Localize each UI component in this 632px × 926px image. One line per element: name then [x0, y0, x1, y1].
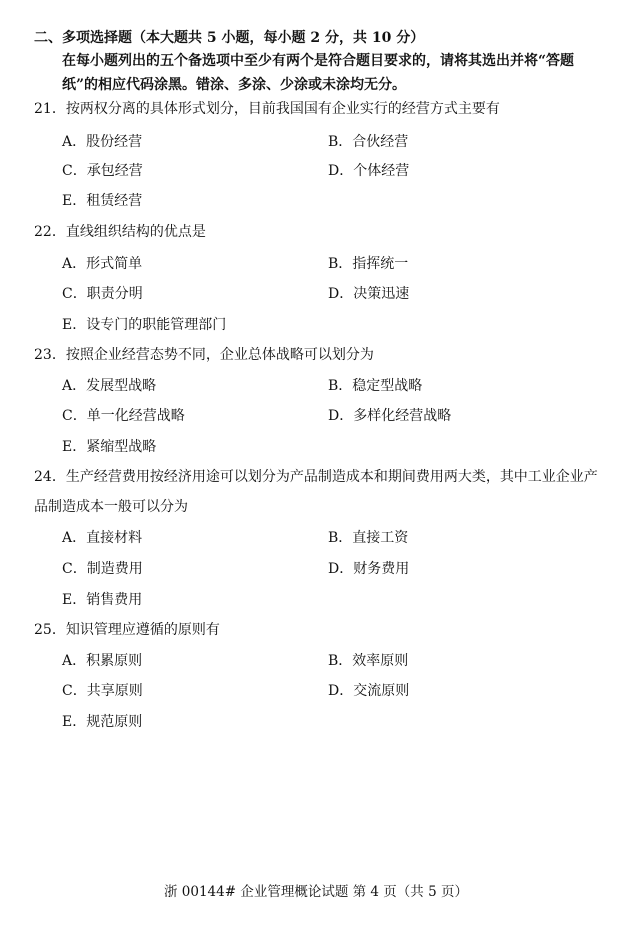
option-d: D．交流原则 [328, 683, 410, 699]
option-a: A．发展型战略 [62, 378, 157, 394]
option-b: B．直接工资 [328, 530, 409, 546]
option-b: B．合伙经营 [328, 134, 409, 150]
question-stem: 22．直线组织结构的优点是 [34, 224, 206, 240]
option-c: C．职责分明 [62, 286, 143, 302]
option-c: C．承包经营 [62, 163, 143, 179]
page-footer: 浙 00144# 企业管理概论试题 第 4 页（共 5 页） [164, 884, 468, 900]
question-stem: 21．按两权分离的具体形式划分，目前我国国有企业实行的经营方式主要有 [34, 101, 500, 117]
option-a: A．股份经营 [62, 134, 143, 150]
question-stem: 25．知识管理应遵循的原则有 [34, 622, 220, 638]
section-title: 二、多项选择题（本大题共 5 小题，每小题 2 分，共 10 分） [34, 30, 425, 46]
option-d: D．财务费用 [328, 561, 410, 577]
option-a: A．形式简单 [62, 256, 143, 272]
option-e: E．销售费用 [62, 592, 143, 608]
option-a: A．直接材料 [62, 530, 143, 546]
option-c: C．共享原则 [62, 683, 143, 699]
option-e: E．规范原则 [62, 714, 143, 730]
option-b: B．指挥统一 [328, 256, 409, 272]
option-a: A．积累原则 [62, 653, 143, 669]
section-instructions: 在每小题列出的五个备选项中至少有两个是符合题目要求的，请将其选出并将“答题纸”的相应代码涂黑。错涂、多涂、少涂或未涂均无分。 [62, 53, 575, 93]
question-stem: 23．按照企业经营态势不同，企业总体战略可以划分为 [34, 347, 374, 363]
option-b: B．稳定型战略 [328, 378, 423, 394]
option-e: E．设专门的职能管理部门 [62, 317, 227, 333]
option-b: B．效率原则 [328, 653, 409, 669]
question-stem: 24．生产经营费用按经济用途可以划分为产品制造成本和期间费用两大类，其中工业企业产品制造成本一般可以分为 [34, 469, 598, 515]
option-e: E．租赁经营 [62, 193, 143, 209]
option-c: C．单一化经营战略 [62, 408, 185, 424]
option-c: C．制造费用 [62, 561, 143, 577]
option-e: E．紧缩型战略 [62, 439, 157, 455]
option-d: D．个体经营 [328, 163, 410, 179]
option-d: D．决策迅速 [328, 286, 410, 302]
option-d: D．多样化经营战略 [328, 408, 452, 424]
